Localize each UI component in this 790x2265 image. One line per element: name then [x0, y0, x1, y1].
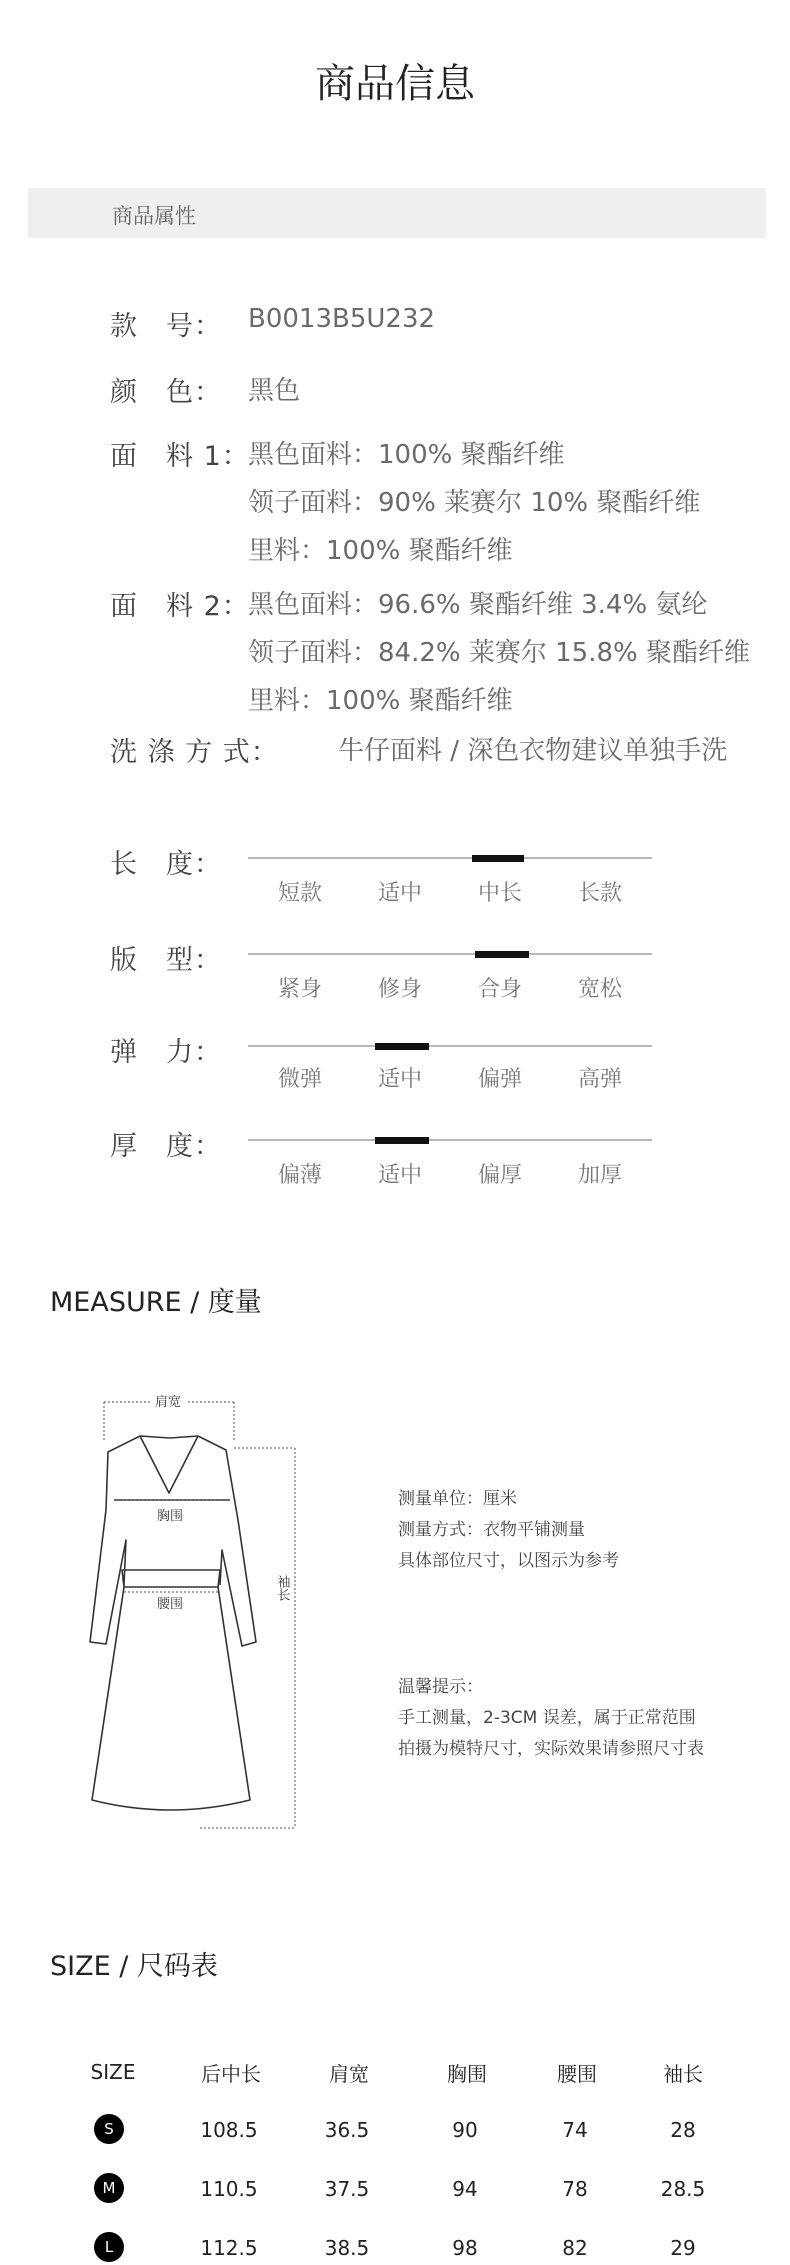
scale-option: 适中 [377, 1163, 422, 1188]
size-table-title: SIZE / 尺码表 [50, 1951, 218, 1982]
fabric2-line: 里料：100% 聚酯纤维 [248, 686, 513, 716]
scale-option: 适中 [377, 1067, 422, 1092]
attributes-header-band [28, 188, 766, 238]
scale-label: 厚 度： [110, 1131, 222, 1162]
table-cell: 74 [562, 2118, 588, 2142]
sleeve-label: 袖长 [274, 1575, 290, 1601]
fabric1-line: 领子面料：90% 莱赛尔 10% 聚酯纤维 [248, 488, 701, 518]
measure-info [398, 1484, 619, 1577]
table-cell: 28.5 [660, 2177, 706, 2201]
table-cell: 108.5 [200, 2118, 258, 2142]
tips-line: 手工测量，2-3CM 误差，属于正常范围 [398, 1708, 696, 1728]
scale-label: 版 型： [110, 945, 222, 976]
wash-value: 牛仔面料 / 深色衣物建议单独手洗 [338, 736, 728, 766]
tips-title: 温馨提示： [398, 1677, 483, 1697]
fabric2-label: 面 料 2： [110, 591, 250, 622]
size-badge: L [94, 2232, 124, 2262]
measure-info-line: 测量方式：衣物平铺测量 [398, 1520, 585, 1540]
scale-option: 修身 [377, 977, 422, 1002]
fabric1-label: 面 料 1： [110, 441, 250, 472]
table-cell: 29 [670, 2236, 696, 2260]
measure-info-line: 测量单位：厘米 [398, 1489, 517, 1509]
table-cell: 78 [562, 2177, 588, 2201]
header-cell: 后中长 [201, 2062, 261, 2086]
chest-label: 胸围 [156, 1509, 184, 1524]
size-badge: M [94, 2173, 124, 2203]
shoulder-label: 肩宽 [154, 1395, 182, 1410]
table-cell: 82 [562, 2236, 588, 2260]
wash-label: 洗 涤 方 式： [110, 737, 279, 768]
waist-label: 腰围 [156, 1597, 184, 1612]
scale-option: 宽松 [577, 977, 622, 1002]
tips-line: 拍摄为模特尺寸，实际效果请参照尺寸表 [398, 1739, 704, 1759]
header-cell: 肩宽 [329, 2062, 369, 2086]
scale-option: 微弹 [277, 1067, 322, 1092]
table-cell: 112.5 [200, 2236, 258, 2260]
table-cell: 90 [452, 2118, 478, 2142]
fabric1-line: 黑色面料：100% 聚酯纤维 [248, 440, 565, 470]
table-cell: 36.5 [324, 2118, 370, 2142]
dress-diagram [70, 1380, 310, 1840]
scale-track [248, 1139, 652, 1141]
header-cell: 胸围 [447, 2062, 487, 2086]
scale-option: 长款 [577, 881, 622, 906]
size-badge: S [94, 2114, 124, 2144]
scale-marker [375, 1137, 429, 1144]
header-cell: 腰围 [557, 2062, 597, 2086]
scale-option: 偏薄 [277, 1163, 322, 1188]
scale-track [248, 1045, 652, 1047]
color-value: 黑色 [248, 376, 301, 406]
scale-marker [472, 855, 524, 862]
style-no-value: B0013B5U232 [248, 304, 436, 334]
measure-info-line: 具体部位尺寸，以图示为参考 [398, 1551, 619, 1571]
table-cell: 37.5 [324, 2177, 370, 2201]
header-cell: 袖长 [663, 2062, 703, 2086]
page-title: 商品信息 [315, 61, 475, 107]
scale-marker [375, 1043, 429, 1050]
scale-marker [475, 951, 529, 958]
scale-option: 偏厚 [477, 1163, 522, 1188]
scale-option: 短款 [277, 881, 322, 906]
scale-option: 紧身 [277, 977, 322, 1002]
table-cell: 98 [452, 2236, 478, 2260]
header-cell: SIZE [90, 2060, 136, 2084]
scale-option: 加厚 [577, 1163, 622, 1188]
scale-option: 高弹 [577, 1067, 622, 1092]
fabric1-line: 里料：100% 聚酯纤维 [248, 536, 513, 566]
scale-track [248, 857, 652, 859]
table-cell: 38.5 [324, 2236, 370, 2260]
attributes-header: 商品属性 [112, 204, 196, 228]
color-label: 颜 色： [110, 377, 222, 408]
fabric2-line: 领子面料：84.2% 莱赛尔 15.8% 聚酯纤维 [248, 638, 750, 668]
measure-title: MEASURE / 度量 [50, 1287, 262, 1318]
table-cell: 28 [670, 2118, 696, 2142]
scale-option: 合身 [477, 977, 522, 1002]
table-cell: 110.5 [200, 2177, 258, 2201]
scale-label: 长 度： [110, 849, 222, 880]
scale-option: 中长 [477, 881, 522, 906]
fabric2-line: 黑色面料：96.6% 聚酯纤维 3.4% 氨纶 [248, 590, 708, 620]
scale-label: 弹 力： [110, 1037, 222, 1068]
scale-track [248, 953, 652, 955]
scale-option: 偏弹 [477, 1067, 522, 1092]
measure-tips [398, 1672, 704, 1765]
table-cell: 94 [452, 2177, 478, 2201]
style-no-label: 款 号： [110, 311, 222, 342]
scale-option: 适中 [377, 881, 422, 906]
